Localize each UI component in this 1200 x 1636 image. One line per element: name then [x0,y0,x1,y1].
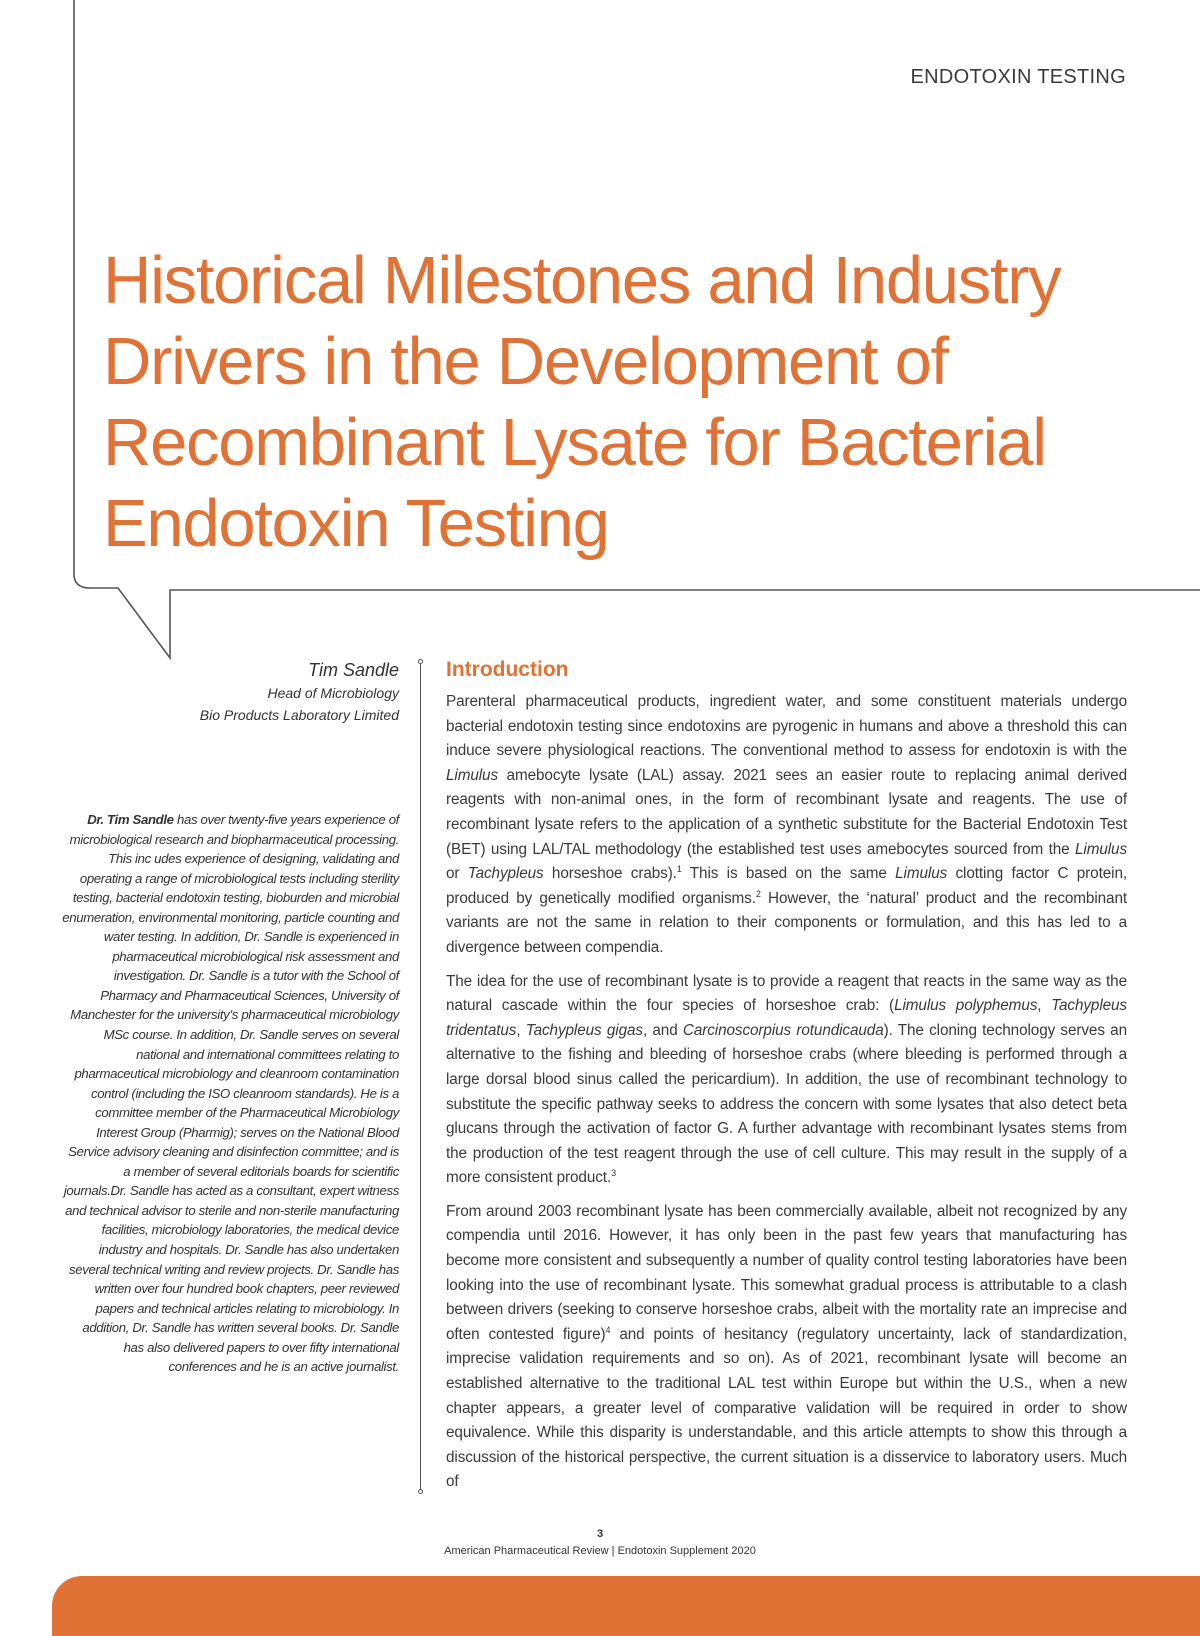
citation-3: 3 [611,1168,617,1179]
divider-top-cap [418,659,423,664]
p2-text: , [1037,997,1052,1015]
p1-text: Parenteral pharmaceutical products, ingredient water, and some constituent materials undergo bacterial endotoxin testing since endotoxins are pyrogenic in humans and above a threshold this can induce severe physiological reactions. The conventional method to assess for endotoxin is with the [446,693,1127,760]
p1-text: This is based on the same [681,865,896,883]
section-label: ENDOTOXIN TESTING [910,66,1126,88]
author-name: Tim Sandle [308,660,399,680]
author-block [60,658,399,726]
paragraph-2 [446,970,1127,1191]
p2-italic: Carcinoscorpius rotundicauda [682,1021,884,1039]
p1-italic: Limulus [446,766,499,784]
author-role: Head of Microbiology [267,685,399,701]
p2-italic: Tachypleus gigas [525,1021,643,1039]
bio-author-name: Dr. Tim Sandle [87,812,174,827]
citation-1: 1 [676,864,682,875]
article-title: Historical Milestones and Industry Drivers in the Development of Recombinant Lysate for Bacterial Endotoxin Testing [103,243,1061,561]
divider-bottom-cap [418,1489,423,1494]
p2-text: ). The cloning technology serves an alternative to the fishing and bleeding of horseshoe crabs (where bleeding is performed through a large dorsal blood sinus called the pericardium). In addition, the use of recombinant technology to substitute the specific pathway seeks to address the concern with some lysates that also detect beta glucans through the activation of factor G. A further advantage with recombinant lysates stems from the production of the test reagent through the use of cell culture. This may result in the supply of a more consistent product. [446,1021,1127,1187]
column-divider [420,661,421,1493]
p1-text: amebocyte lysate (LAL) assay. 2021 sees an easier route to replacing animal derived reagents with non-animal ones, in the form of recombinant lysate and reagents. The use of recombinant lysate refers to the application of a synthetic substitute for the Bacterial Endotoxin Test (BET) using LAL/TAL methodology (the established test uses amebocytes sourced from the [446,766,1127,858]
p1-text: or [446,865,468,883]
p2-text: , and [642,1021,683,1039]
bio-text: has over twenty-five years experience of microbiological research and biopharmaceutical processing. This inc udes experience of designing, validating and operating a range of microbiological tests including sterility testing, bacterial endotoxin testing, bioburden and microbial enumeration, environmental monitoring, particle counting and water testing. In addition, Dr. Sandle is experienced in pharmaceutical microbiological risk assessment and investigation. Dr. Sandle is a tutor with the School of Pharmacy and Pharmaceutical Sciences, University of Manchester for the university’s pharmaceutical microbiology MSc course. In addition, Dr. Sandle serves on several national and international committees relating to pharmaceutical microbiology and cleanroom contamination control (including the ISO cleanroom standards). He is a committee member of the Pharmaceutical Microbiology Interest Group (Pharmig); serves on the National Blood Service advisory cleaning and disinfection committee; and is a member of several editorials boards for scientific journals.Dr. Sandle has acted as a consultant, expert witness and technical advisor to sterile and non-sterile manufacturing facilities, microbiology laboratories, the medical device industry and hospitals. Dr. Sandle has also undertaken several technical writing and review projects. Dr. Sandle has written over four hundred book chapters, peer reviewed papers and technical articles relating to microbiology. In addition, Dr. Sandle has written several books. Dr. Sandle has also delivered papers to over fifty international conferences and he is an active journalist. [62,812,399,1375]
p2-italic: Tachypleus tridentatus [446,997,1127,1039]
p2-italic: Limulus polyphemus [894,997,1038,1015]
p1-italic: Limulus [895,865,948,883]
page-number: 3 [596,1528,604,1540]
author-organization: Bio Products Laboratory Limited [199,707,399,723]
article-body [446,656,1127,1504]
paragraph-1 [446,690,1127,961]
p2-text: , [516,1021,526,1039]
p1-text: horseshoe crabs). [543,865,677,883]
author-bio [60,810,399,1377]
p2-text: The idea for the use of recombinant lysate is to provide a reagent that reacts in the same way as the natural cascade within the four species of horseshoe crab: ( [446,972,1127,1015]
p3-text: From around 2003 recombinant lysate has been commercially available, albeit not recognized by any compendia until 2016. However, it has only been in the past few years that manufacturing has become more consistent and subsequently a number of quality control testing laboratories have been looking into the use of recombinant lysate. This somewhat gradual process is attributable to a clash between drivers (seeking to conserve horseshoe crabs, albeit with the mortality rate an imprecise and often contested figure) [446,1202,1127,1343]
intro-heading: Introduction [446,658,569,681]
paragraph-3 [446,1200,1127,1495]
footer-publication: American Pharmaceutical Review | Endotoxin Supplement 2020 [444,1545,756,1557]
p1-text: However, the ‘natural’ product and the recombinant variants are not the same in relation to their components or formulation, and this has led to a divergence between compendia. [446,889,1127,956]
citation-2: 2 [755,888,761,899]
p3-text: and points of hesitancy (regulatory uncertainty, lack of standardization, imprecise validation requirements and so on). As of 2021, recombinant lysate will become an established alternative to the traditional LAL test within Europe but within the U.S., when a new chapter appears, a greater level of comparative validation will be required in order to show equivalence. While this disparity is understandable, and this article attempts to show this through a discussion of the historical perspective, the current situation is a disservice to laboratory users. Much of [446,1325,1127,1491]
footer-accent-bar [52,1576,1200,1636]
p1-text: clotting factor C protein, produced by genetically modified organisms. [446,865,1127,907]
citation-4: 4 [605,1324,611,1335]
p1-italic: Limulus [1074,840,1127,858]
p1-italic: Tachypleus [467,865,544,883]
